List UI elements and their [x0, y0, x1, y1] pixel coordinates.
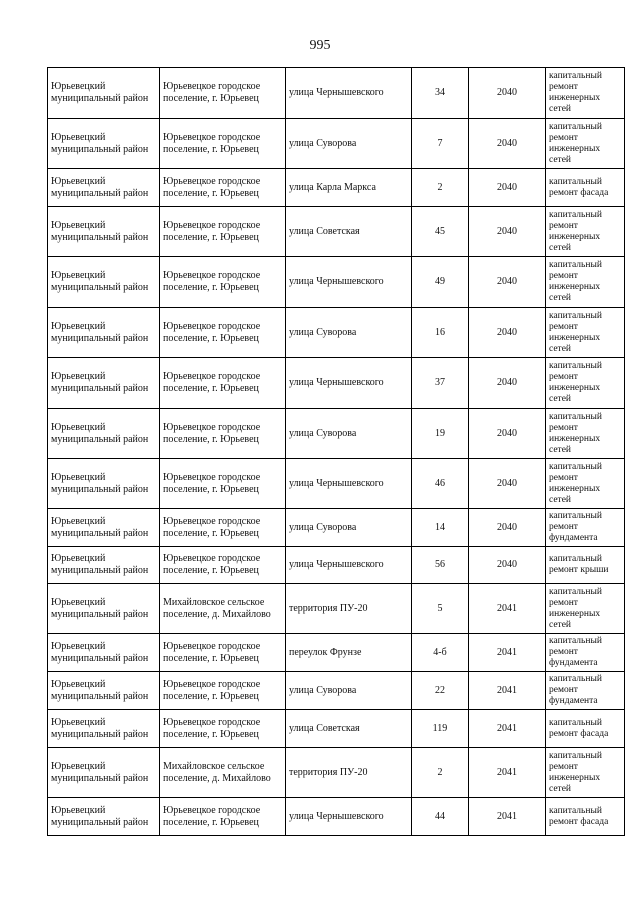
- table-row: [48, 207, 625, 257]
- settlement-cell: Юрьевецкое городское поселение, г. Юрьевец: [160, 459, 286, 509]
- house-number-cell: 2: [412, 169, 469, 207]
- year-cell: 2040: [469, 409, 546, 459]
- work-type-cell: капитальный ремонт инженерных сетей: [546, 409, 625, 459]
- year-cell: 2040: [469, 547, 546, 584]
- district-cell: Юрьевецкий муниципальный район: [48, 68, 160, 119]
- street-cell: улица Чернышевского: [286, 257, 412, 308]
- table-row: [48, 509, 625, 547]
- district-cell: Юрьевецкий муниципальный район: [48, 459, 160, 509]
- table-row: [48, 547, 625, 584]
- table-row: [48, 748, 625, 798]
- street-cell: территория ПУ-20: [286, 748, 412, 798]
- street-cell: улица Карла Маркса: [286, 169, 412, 207]
- house-number-cell: 56: [412, 547, 469, 584]
- district-cell: Юрьевецкий муниципальный район: [48, 169, 160, 207]
- table-row: [48, 634, 625, 672]
- work-type-cell: капитальный ремонт фасада: [546, 169, 625, 207]
- registry-table: [47, 67, 625, 836]
- settlement-cell: Юрьевецкое городское поселение, г. Юрьевец: [160, 308, 286, 358]
- district-cell: Юрьевецкий муниципальный район: [48, 409, 160, 459]
- district-cell: Юрьевецкий муниципальный район: [48, 710, 160, 748]
- table-row: [48, 710, 625, 748]
- settlement-cell: Михайловское сельское поселение, д. Михайлово: [160, 748, 286, 798]
- district-cell: Юрьевецкий муниципальный район: [48, 634, 160, 672]
- year-cell: 2040: [469, 308, 546, 358]
- settlement-cell: Юрьевецкое городское поселение, г. Юрьевец: [160, 509, 286, 547]
- street-cell: улица Суворова: [286, 119, 412, 169]
- work-type-cell: капитальный ремонт крыши: [546, 547, 625, 584]
- table-row: [48, 308, 625, 358]
- page-number: 995: [309, 38, 331, 53]
- street-cell: территория ПУ-20: [286, 584, 412, 634]
- table-row: [48, 257, 625, 308]
- house-number-cell: 2: [412, 748, 469, 798]
- street-cell: переулок Фрунзе: [286, 634, 412, 672]
- work-type-cell: капитальный ремонт фасада: [546, 710, 625, 748]
- work-type-cell: капитальный ремонт инженерных сетей: [546, 308, 625, 358]
- work-type-cell: капитальный ремонт инженерных сетей: [546, 748, 625, 798]
- district-cell: Юрьевецкий муниципальный район: [48, 798, 160, 836]
- work-type-cell: капитальный ремонт фундамента: [546, 509, 625, 547]
- table-row: [48, 459, 625, 509]
- year-cell: 2041: [469, 710, 546, 748]
- year-cell: 2041: [469, 584, 546, 634]
- street-cell: улица Чернышевского: [286, 358, 412, 409]
- street-cell: улица Советская: [286, 710, 412, 748]
- work-type-cell: капитальный ремонт фундамента: [546, 634, 625, 672]
- settlement-cell: Юрьевецкое городское поселение, г. Юрьевец: [160, 169, 286, 207]
- house-number-cell: 14: [412, 509, 469, 547]
- street-cell: улица Суворова: [286, 509, 412, 547]
- work-type-cell: капитальный ремонт инженерных сетей: [546, 68, 625, 119]
- registry-table-body: [48, 68, 625, 836]
- street-cell: улица Суворова: [286, 308, 412, 358]
- house-number-cell: 19: [412, 409, 469, 459]
- street-cell: улица Суворова: [286, 409, 412, 459]
- settlement-cell: Юрьевецкое городское поселение, г. Юрьевец: [160, 634, 286, 672]
- table-row: [48, 68, 625, 119]
- district-cell: Юрьевецкий муниципальный район: [48, 207, 160, 257]
- street-cell: улица Чернышевского: [286, 547, 412, 584]
- year-cell: 2041: [469, 634, 546, 672]
- house-number-cell: 4-б: [412, 634, 469, 672]
- work-type-cell: капитальный ремонт инженерных сетей: [546, 584, 625, 634]
- settlement-cell: Юрьевецкое городское поселение, г. Юрьевец: [160, 119, 286, 169]
- settlement-cell: Юрьевецкое городское поселение, г. Юрьевец: [160, 672, 286, 710]
- work-type-cell: капитальный ремонт инженерных сетей: [546, 207, 625, 257]
- settlement-cell: Юрьевецкое городское поселение, г. Юрьевец: [160, 547, 286, 584]
- settlement-cell: Юрьевецкое городское поселение, г. Юрьевец: [160, 358, 286, 409]
- year-cell: 2040: [469, 459, 546, 509]
- work-type-cell: капитальный ремонт фасада: [546, 798, 625, 836]
- year-cell: 2040: [469, 509, 546, 547]
- settlement-cell: Юрьевецкое городское поселение, г. Юрьевец: [160, 257, 286, 308]
- table-row: [48, 672, 625, 710]
- year-cell: 2041: [469, 672, 546, 710]
- house-number-cell: 46: [412, 459, 469, 509]
- table-row: [48, 358, 625, 409]
- table-row: [48, 798, 625, 836]
- year-cell: 2040: [469, 257, 546, 308]
- street-cell: улица Чернышевского: [286, 459, 412, 509]
- work-type-cell: капитальный ремонт инженерных сетей: [546, 119, 625, 169]
- settlement-cell: Михайловское сельское поселение, д. Михайлово: [160, 584, 286, 634]
- year-cell: 2040: [469, 119, 546, 169]
- settlement-cell: Юрьевецкое городское поселение, г. Юрьевец: [160, 207, 286, 257]
- year-cell: 2041: [469, 748, 546, 798]
- district-cell: Юрьевецкий муниципальный район: [48, 547, 160, 584]
- work-type-cell: капитальный ремонт фундамента: [546, 672, 625, 710]
- table-row: [48, 119, 625, 169]
- district-cell: Юрьевецкий муниципальный район: [48, 119, 160, 169]
- house-number-cell: 7: [412, 119, 469, 169]
- district-cell: Юрьевецкий муниципальный район: [48, 584, 160, 634]
- table-row: [48, 584, 625, 634]
- table-row: [48, 169, 625, 207]
- year-cell: 2040: [469, 169, 546, 207]
- work-type-cell: капитальный ремонт инженерных сетей: [546, 358, 625, 409]
- district-cell: Юрьевецкий муниципальный район: [48, 257, 160, 308]
- district-cell: Юрьевецкий муниципальный район: [48, 509, 160, 547]
- house-number-cell: 49: [412, 257, 469, 308]
- street-cell: улица Чернышевского: [286, 68, 412, 119]
- district-cell: Юрьевецкий муниципальный район: [48, 358, 160, 409]
- house-number-cell: 37: [412, 358, 469, 409]
- table-row: [48, 409, 625, 459]
- house-number-cell: 44: [412, 798, 469, 836]
- street-cell: улица Чернышевского: [286, 798, 412, 836]
- work-type-cell: капитальный ремонт инженерных сетей: [546, 459, 625, 509]
- work-type-cell: капитальный ремонт инженерных сетей: [546, 257, 625, 308]
- district-cell: Юрьевецкий муниципальный район: [48, 748, 160, 798]
- house-number-cell: 5: [412, 584, 469, 634]
- year-cell: 2041: [469, 798, 546, 836]
- year-cell: 2040: [469, 358, 546, 409]
- year-cell: 2040: [469, 207, 546, 257]
- district-cell: Юрьевецкий муниципальный район: [48, 308, 160, 358]
- house-number-cell: 119: [412, 710, 469, 748]
- house-number-cell: 34: [412, 68, 469, 119]
- district-cell: Юрьевецкий муниципальный район: [48, 672, 160, 710]
- year-cell: 2040: [469, 68, 546, 119]
- house-number-cell: 45: [412, 207, 469, 257]
- settlement-cell: Юрьевецкое городское поселение, г. Юрьевец: [160, 409, 286, 459]
- house-number-cell: 16: [412, 308, 469, 358]
- settlement-cell: Юрьевецкое городское поселение, г. Юрьевец: [160, 68, 286, 119]
- street-cell: улица Суворова: [286, 672, 412, 710]
- settlement-cell: Юрьевецкое городское поселение, г. Юрьевец: [160, 710, 286, 748]
- settlement-cell: Юрьевецкое городское поселение, г. Юрьевец: [160, 798, 286, 836]
- house-number-cell: 22: [412, 672, 469, 710]
- street-cell: улица Советская: [286, 207, 412, 257]
